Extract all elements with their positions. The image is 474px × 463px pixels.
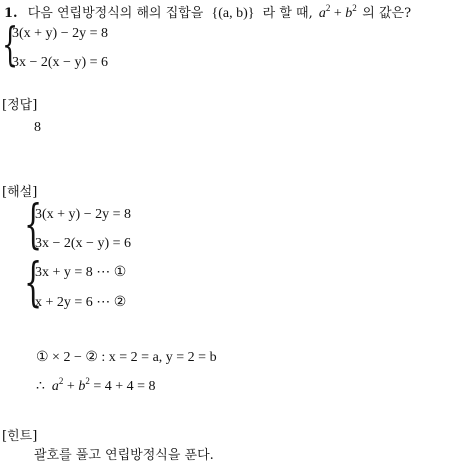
question-line <box>4 2 411 22</box>
question-set: {(a, b)} <box>211 6 255 21</box>
question-expression: $a^2 + b^2$ <box>318 3 357 21</box>
question-text-suffix: 의 값은? <box>362 6 412 21</box>
solution-brace-1: { <box>24 195 43 255</box>
question-brace: { <box>2 17 19 71</box>
solution-brace-2: { <box>24 253 43 313</box>
question-eq-2: 3x − 2(x − y) = 6 <box>12 55 109 70</box>
solution-eq-3: 3x + y = 8 ⋯ ① <box>35 265 127 280</box>
solution-eq-2: 3x − 2(x − y) = 6 <box>35 236 132 251</box>
solution-label: [해설] <box>2 185 38 200</box>
solution-step-2: ∴ $a^2 + b^2 = 4 + 4 = 8$ <box>36 376 156 394</box>
question-text-prefix: 다음 연립방정식의 해의 집합을 <box>27 6 204 21</box>
question-eq-1: 3(x + y) − 2y = 8 <box>12 26 109 41</box>
solution-step-1: ① × 2 − ② : x = 2 = a, y = 2 = b <box>36 350 217 365</box>
answer-value: 8 <box>34 120 41 135</box>
answer-label: [정답] <box>2 98 38 113</box>
hint-text: 괄호를 풀고 연립방정식을 푼다. <box>34 448 214 463</box>
question-number: 1. <box>4 6 18 21</box>
solution-eq-1: 3(x + y) − 2y = 8 <box>35 207 132 222</box>
solution-eq-4: x + 2y = 6 ⋯ ② <box>35 295 127 310</box>
question-text-mid: 라 할 때, <box>262 6 313 21</box>
hint-label: [힌트] <box>2 429 38 444</box>
